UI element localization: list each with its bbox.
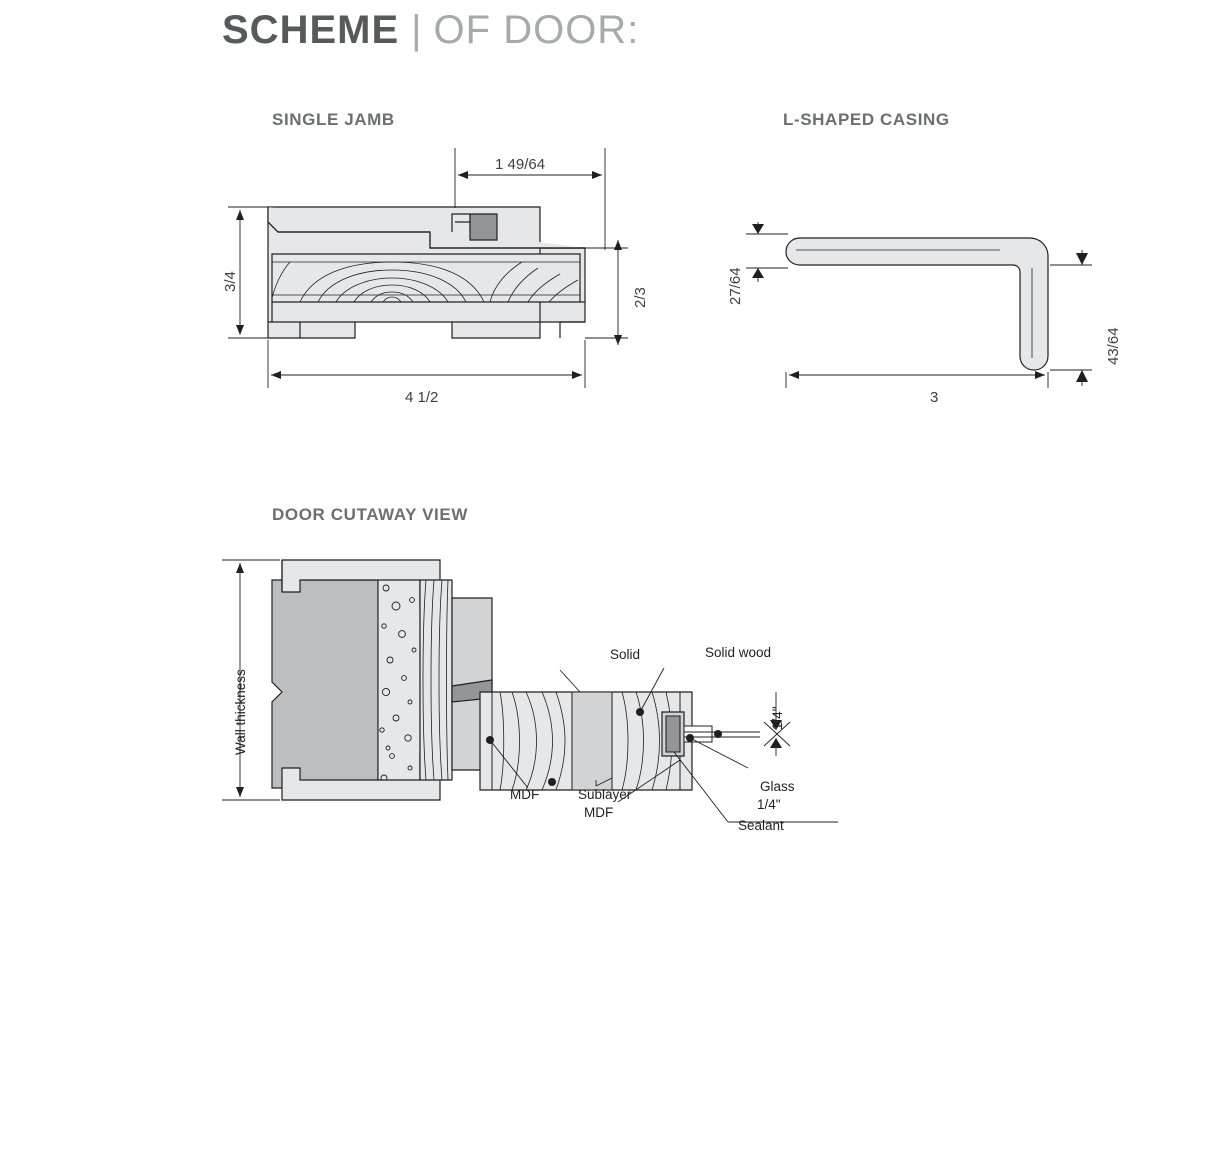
casing-dim-bottom-width: 3: [930, 389, 939, 406]
title-of-door: OF DOOR:: [433, 8, 640, 52]
jamb-dim-right-height: 2/3: [632, 287, 649, 308]
label-glass: Glass: [760, 779, 795, 794]
casing-dim-right-height: 43/64: [1105, 327, 1122, 365]
jamb-dim-bottom-width: 4 1/2: [405, 389, 439, 406]
label-solid-wood: Solid wood: [705, 645, 772, 660]
label-sublayer: Sublayer: [578, 787, 632, 802]
jamb-dim-left-height: 3/4: [222, 271, 239, 292]
label-solid: Solid: [610, 647, 641, 662]
label-wall-thickness: Wall thickness: [233, 669, 248, 755]
label-sealant: Sealant: [738, 818, 784, 833]
title-scheme: SCHEME: [222, 8, 400, 52]
single-jamb-drawing: [0, 0, 700, 430]
label-mdf-left: MDF: [510, 787, 540, 802]
title-divider: |: [411, 8, 422, 52]
l-shaped-casing-drawing: [700, 0, 1120, 430]
label-glass-thickness: 1/4": [757, 797, 781, 812]
section-title-single-jamb: SINGLE JAMB: [272, 110, 395, 129]
section-title-l-shaped-casing: L-SHAPED CASING: [783, 110, 950, 129]
label-quarter-inch: 1/4": [770, 706, 785, 730]
casing-dim-left-height: 27/64: [727, 267, 744, 305]
jamb-dim-top-width: 1 49/64: [495, 156, 546, 173]
section-title-door-cutaway: DOOR CUTAWAY VIEW: [272, 505, 468, 524]
label-mdf-bottom: MDF: [584, 805, 614, 820]
